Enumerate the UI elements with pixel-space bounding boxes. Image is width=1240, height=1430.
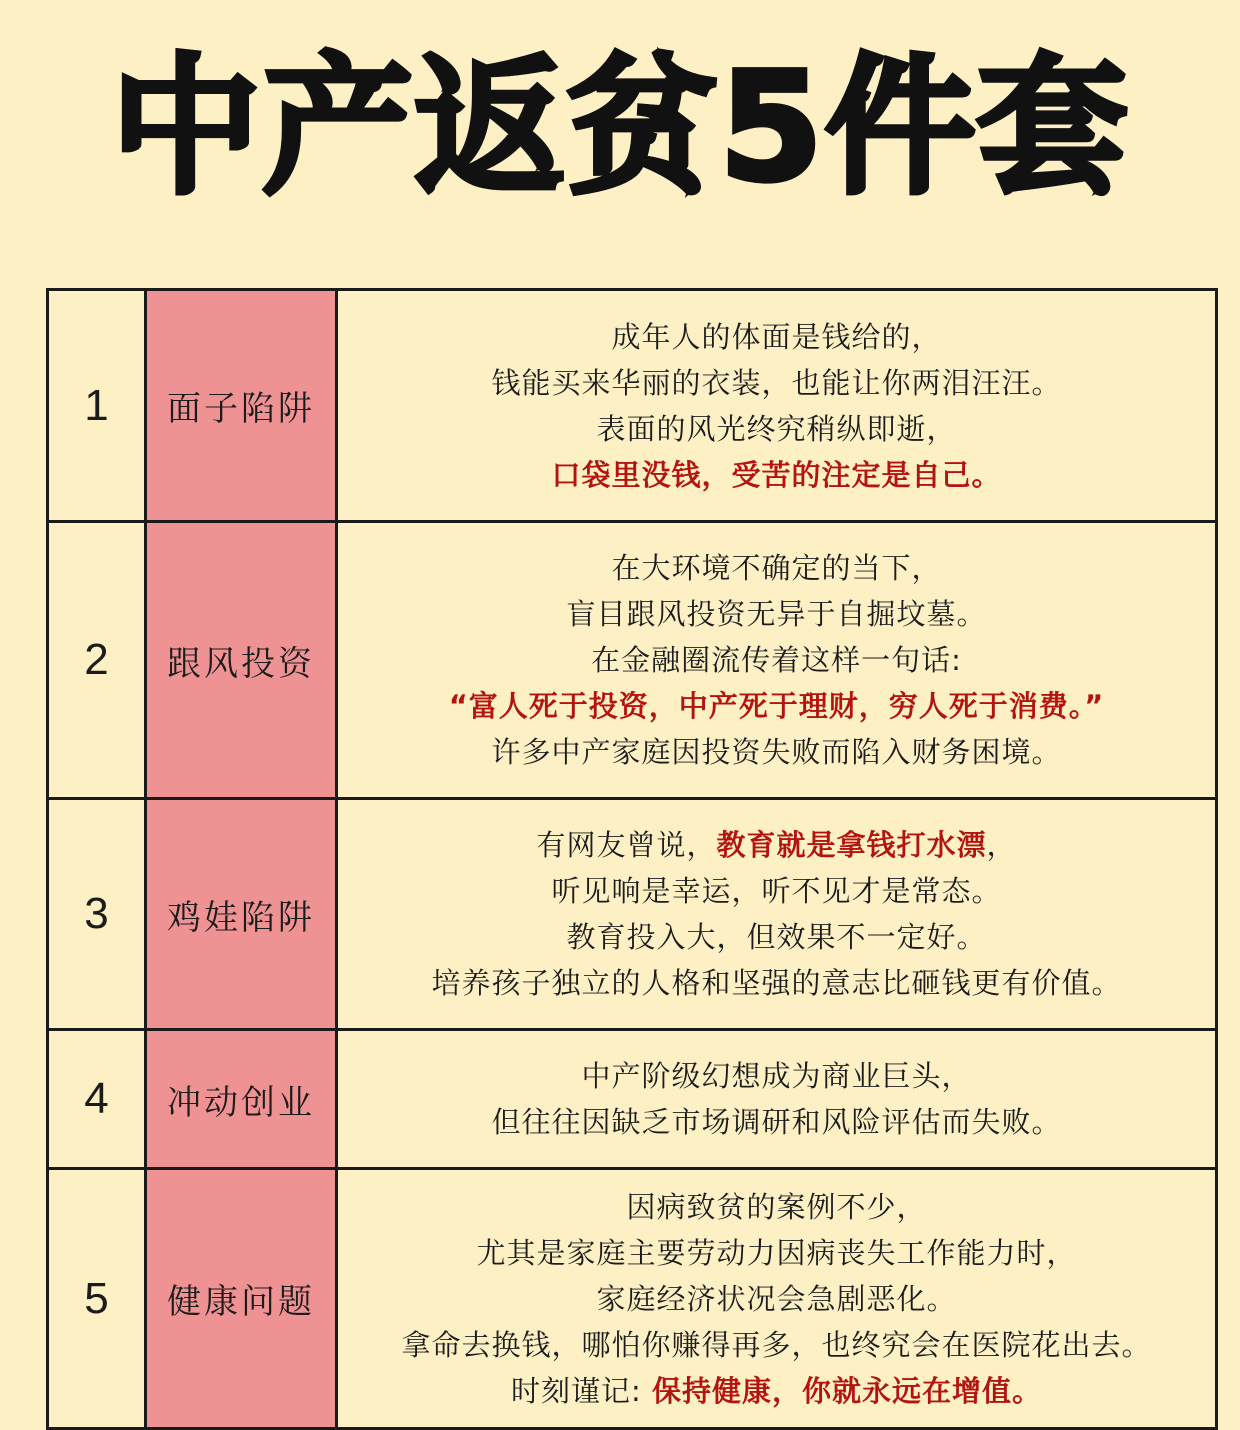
row-number: 3 [48, 799, 146, 1030]
table-row [48, 1169, 1217, 1429]
row-description [337, 1030, 1217, 1169]
body-text: 因病致贫的案例不少， [626, 1189, 927, 1224]
row-category: 冲动创业 [146, 1030, 337, 1169]
description-line [338, 637, 1215, 683]
body-text: 盲目跟风投资无异于自掘坟墓。 [566, 597, 987, 631]
body-text: 拿命去换钱，哪怕你赚得再多，也终究会在医院花出去。 [401, 1327, 1152, 1362]
highlight-text: 教育就是拿钱打水漂 [716, 828, 987, 862]
table-row [48, 799, 1217, 1030]
description-line [338, 452, 1215, 498]
description-line [338, 1184, 1215, 1230]
body-text: 尤其是家庭主要劳动力因病丧失工作能力时， [476, 1235, 1077, 1270]
row-category: 健康问题 [146, 1169, 337, 1429]
description-line [338, 1322, 1215, 1368]
row-number: 2 [48, 522, 146, 799]
description-line [338, 729, 1215, 775]
highlight-text: 口袋里没钱，受苦的注定是自己。 [551, 457, 1002, 492]
row-category: 面子陷阱 [146, 290, 337, 522]
body-text: 听见响是幸运，听不见才是常态。 [551, 874, 1002, 908]
row-category: 跟风投资 [146, 522, 337, 799]
page-title: 中产返贫5件套 [110, 41, 1130, 215]
description-line [338, 1099, 1215, 1145]
body-text: 教育投入大，但效果不一定好。 [566, 920, 987, 954]
row-description [337, 522, 1217, 799]
table-row [48, 290, 1217, 522]
body-text: 表面的风光终究稍纵即逝， [596, 411, 957, 446]
row-number: 5 [48, 1169, 146, 1429]
highlight-text: “富人死于投资，中产死于理财，穷人死于消费。” [448, 689, 1105, 723]
body-text: 家庭经济状况会急剧恶化。 [596, 1281, 957, 1316]
body-text: ， [986, 828, 1017, 862]
description-line [338, 960, 1215, 1006]
table-row [48, 1030, 1217, 1169]
description-line [338, 591, 1215, 637]
description-line [338, 1230, 1215, 1276]
description-line [338, 314, 1215, 360]
row-category: 鸡娃陷阱 [146, 799, 337, 1030]
description-line [338, 1368, 1215, 1414]
description-line [338, 1276, 1215, 1322]
body-text: 时刻谨记: [510, 1373, 652, 1408]
body-text: 在金融圈流传着这样一句话: [591, 643, 962, 677]
row-number: 4 [48, 1030, 146, 1169]
body-text: 钱能买来华丽的衣装，也能让你两泪汪汪。 [491, 365, 1062, 400]
body-text: 许多中产家庭因投资失败而陷入财务困境。 [491, 735, 1062, 769]
description-line [338, 822, 1215, 868]
traps-table [46, 288, 1218, 1430]
row-description [337, 1169, 1217, 1429]
body-text: 但往往因缺乏市场调研和风险评估而失败。 [491, 1105, 1062, 1139]
body-text: 有网友曾说， [536, 828, 717, 862]
traps-table-body [48, 290, 1217, 1429]
description-line [338, 868, 1215, 914]
description-line [338, 914, 1215, 960]
description-line [338, 406, 1215, 452]
row-number: 1 [48, 290, 146, 522]
description-line [338, 545, 1215, 591]
row-description [337, 290, 1217, 522]
highlight-text: 保持健康，你就永远在增值。 [651, 1373, 1042, 1408]
body-text: 在大环境不确定的当下， [611, 551, 942, 585]
body-text: 中产阶级幻想成为商业巨头， [581, 1059, 972, 1093]
body-text: 成年人的体面是钱给的， [611, 319, 942, 354]
body-text: 培养孩子独立的人格和坚强的意志比砸钱更有价值。 [431, 966, 1122, 1000]
description-line [338, 360, 1215, 406]
description-line [338, 1053, 1215, 1099]
table-row [48, 522, 1217, 799]
row-description [337, 799, 1217, 1030]
description-line [338, 683, 1215, 729]
